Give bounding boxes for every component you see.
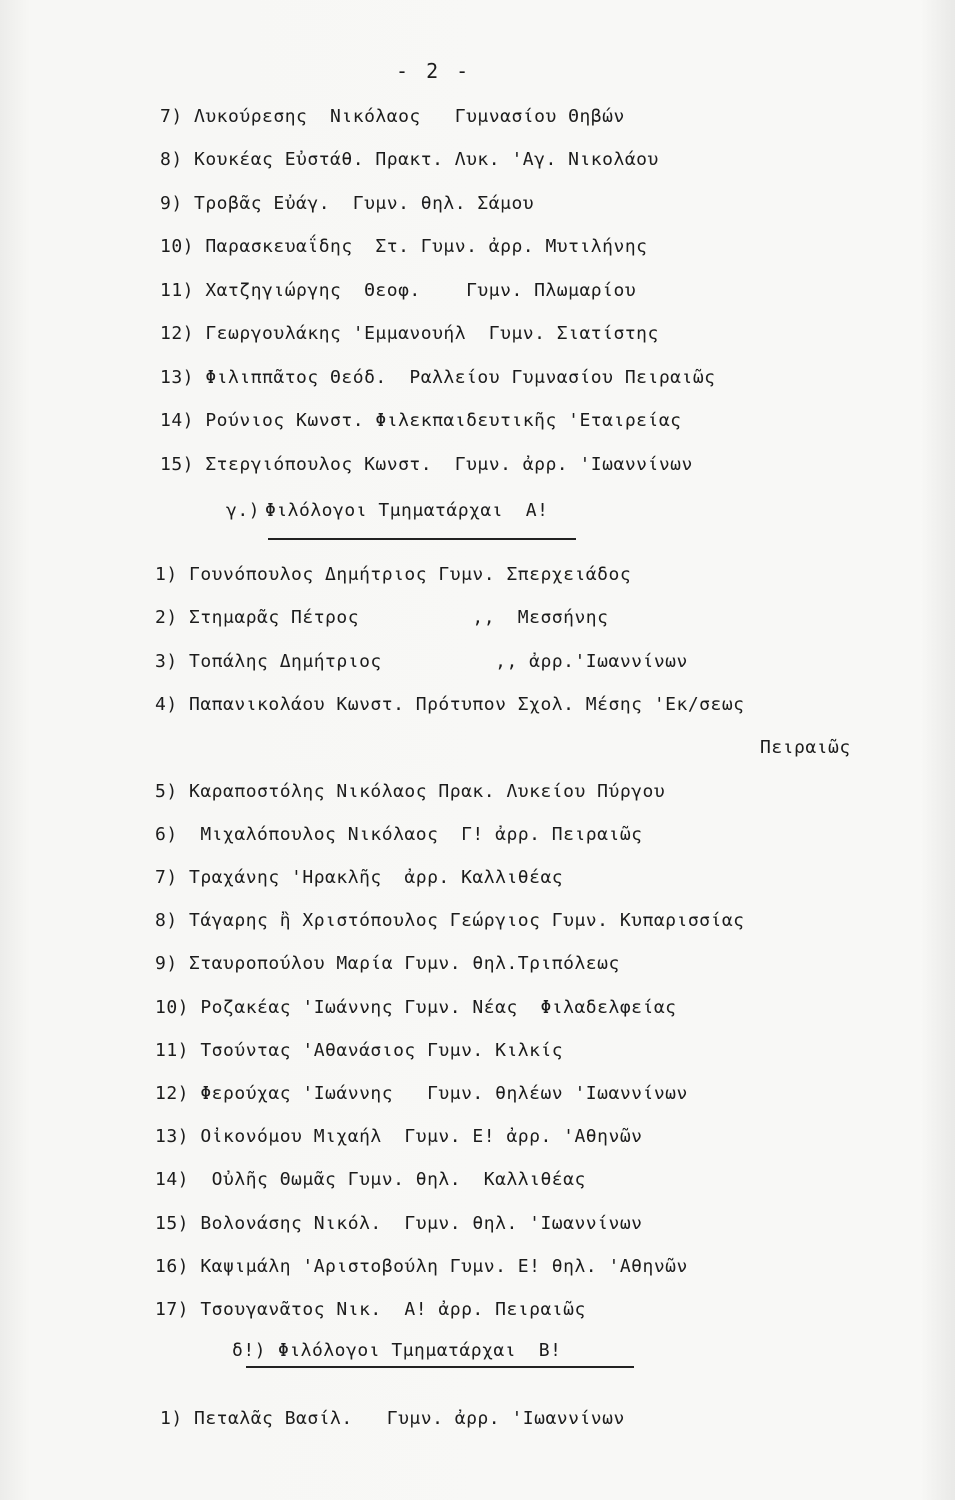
list-item: 1) Γουνόπουλος Δημήτριος Γυμν. Σπερχειάδος [155, 564, 632, 585]
list-item-continuation: Πειραιῶς [760, 737, 851, 758]
list-item: 12) Φερούχας 'Ιωάννης Γυμν. θηλέων 'Ιωαννίνων [155, 1083, 688, 1104]
section-heading: Φιλόλογοι Τμηματάρχαι Α! [265, 500, 549, 521]
list-item: 6) Μιχαλόπουλος Νικόλαος Γ! ἀρρ. Πειραιῶς [155, 824, 643, 845]
list-item: 1) Πεταλᾶς Βασίλ. Γυμν. ἀρρ. 'Ιωαννίνων [160, 1408, 625, 1429]
list-item: 14) Ρούνιος Κωνστ. Φιλεκπαιδευτικῆς 'Εταιρείας [160, 410, 682, 431]
list-item: 10) Ροζακέας 'Ιωάννης Γυμν. Νέας Φιλαδελφείας [155, 997, 677, 1018]
list-item: 4) Παπανικολάου Κωνστ. Πρότυπον Σχολ. Μέσης 'Εκ/σεως [155, 694, 745, 715]
list-item: 3) Τοπάλης Δημήτριος ,, ἀρρ.'Ιωαννίνων [155, 651, 688, 672]
section-underline [268, 538, 576, 540]
list-item: 9) Τροβᾶς Εὐάγ. Γυμν. θηλ. Σάμου [160, 193, 535, 214]
section-marker: δ!) [232, 1340, 267, 1361]
list-item: 11) Χατζηγιώργης Θεοφ. Γυμν. Πλωμαρίου [160, 280, 637, 301]
list-item: 13) Οἰκονόμου Μιχαήλ Γυμν. Ε! ἀρρ. 'Αθηνῶν [155, 1126, 643, 1147]
list-item: 5) Καραποστόλης Νικόλαος Πρακ. Λυκείου Πύργου [155, 781, 666, 802]
page-number: - 2 - [396, 59, 472, 83]
list-item: 8) Τάγαρης ἢ Χριστόπουλος Γεώργιος Γυμν. Κυπαρισσίας [155, 910, 745, 931]
list-item: 13) Φιλιππᾶτος Θεόδ. Ραλλείου Γυμνασίου Πειραιῶς [160, 367, 716, 388]
section-underline [246, 1366, 634, 1368]
list-item: 16) Καψιμάλη 'Αριστοβούλη Γυμν. Ε! θηλ. 'Αθηνῶν [155, 1256, 688, 1277]
list-item: 15) Στεργιόπουλος Κωνστ. Γυμν. ἀρρ. 'Ιωαννίνων [160, 454, 693, 475]
list-item: 14) Οὐλῆς Θωμᾶς Γυμν. θηλ. Καλλιθέας [155, 1169, 586, 1190]
list-item: 8) Κουκέας Εὐστάθ. Πρακτ. Λυκ. 'Αγ. Νικολάου [160, 149, 659, 170]
list-item: 12) Γεωργουλάκης 'Εμμανουήλ Γυμν. Σιατίστης [160, 323, 659, 344]
list-item: 11) Τσούντας 'Αθανάσιος Γυμν. Κιλκίς [155, 1040, 564, 1061]
list-item: 15) Βολονάσης Νικόλ. Γυμν. θηλ. 'Ιωαννίνων [155, 1213, 643, 1234]
list-item: 9) Σταυροπούλου Μαρία Γυμν. θηλ.Τριπόλεως [155, 953, 620, 974]
section-heading: Φιλόλογοι Τμηματάρχαι Β! [278, 1340, 562, 1361]
list-item: 2) Στημαρᾶς Πέτρος ,, Μεσσήνης [155, 607, 609, 628]
list-item: 10) Παρασκευαΐδης Στ. Γυμν. ἀρρ. Μυτιλήνης [160, 236, 648, 257]
list-item: 7) Τραχάνης 'Ηρακλῆς ἀρρ. Καλλιθέας [155, 867, 564, 888]
section-marker: γ.) [226, 500, 261, 521]
list-item: 17) Τσουγανᾶτος Νικ. Α! ἀρρ. Πειραιῶς [155, 1299, 586, 1320]
list-item: 7) Λυκούρεσης Νικόλαος Γυμνασίου Θηβών [160, 106, 625, 127]
